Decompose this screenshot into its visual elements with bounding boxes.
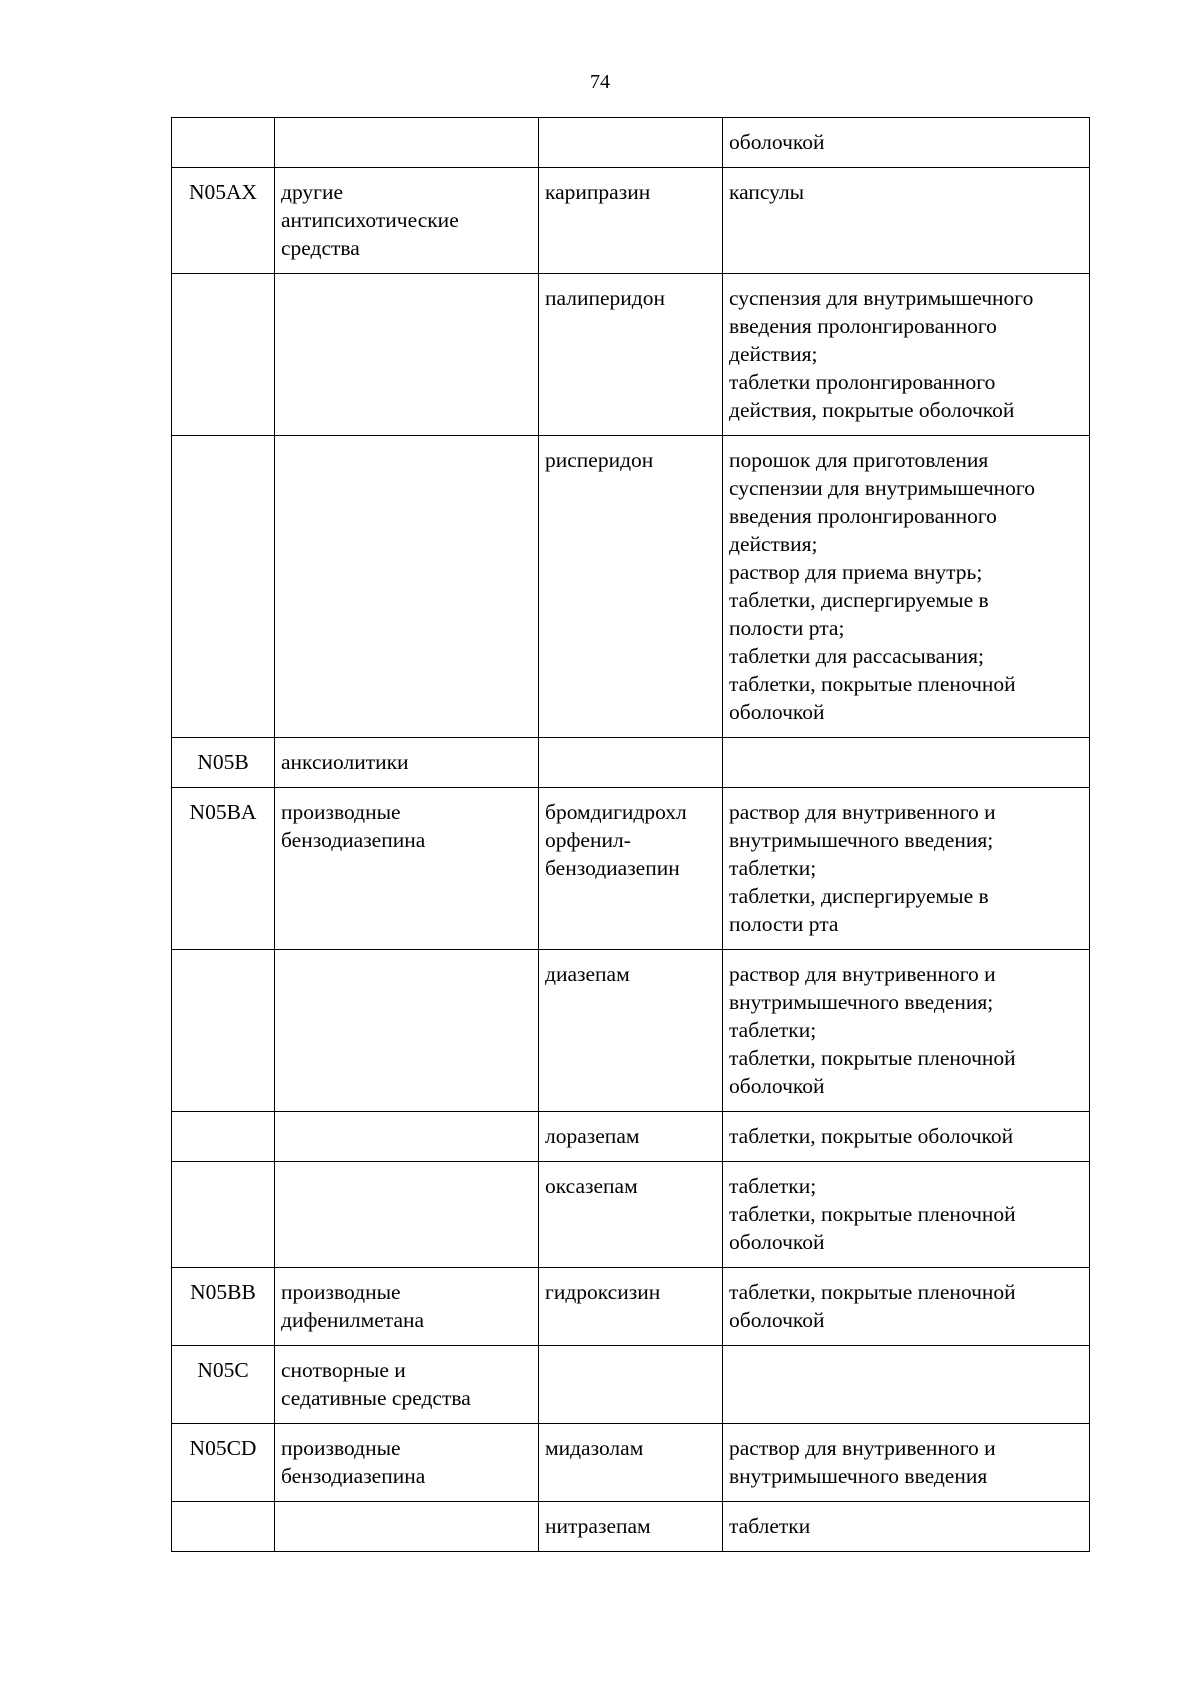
cell-text-line: полости рта; bbox=[729, 616, 845, 640]
table-row bbox=[172, 118, 1090, 168]
page-number: 74 bbox=[590, 71, 610, 93]
table-row bbox=[172, 1346, 1090, 1424]
drug-name-cell bbox=[539, 1346, 723, 1424]
cell-text-line: раствор для внутривенного и bbox=[729, 1436, 996, 1460]
cell-text-line: оболочкой bbox=[729, 1074, 825, 1098]
cell-text-line: производные bbox=[281, 1436, 401, 1460]
atc-code-cell: N05CD bbox=[172, 1424, 275, 1502]
dosage-forms-cell bbox=[723, 738, 1090, 788]
cell-text-line: таблетки, покрытые пленочной bbox=[729, 672, 1016, 696]
cell-text-line: таблетки для рассасывания; bbox=[729, 644, 984, 668]
cell-text-line: бензодиазепина bbox=[281, 1464, 426, 1488]
table-row bbox=[172, 1424, 1090, 1502]
drug-name-cell bbox=[539, 118, 723, 168]
drug-name-cell bbox=[539, 274, 723, 436]
table-row bbox=[172, 168, 1090, 274]
dosage-forms-cell bbox=[723, 1268, 1090, 1346]
cell-text-line: таблетки; bbox=[729, 856, 817, 880]
cell-text-line: действия; bbox=[729, 532, 818, 556]
cell-text-line: оболочкой bbox=[729, 1308, 825, 1332]
cell-text-line: средства bbox=[281, 236, 360, 260]
table-row bbox=[172, 1112, 1090, 1162]
dosage-forms-cell bbox=[723, 950, 1090, 1112]
atc-group-cell bbox=[275, 118, 539, 168]
cell-text-line: таблетки, диспергируемые в bbox=[729, 588, 989, 612]
table-row bbox=[172, 1268, 1090, 1346]
atc-group-cell bbox=[275, 1424, 539, 1502]
drug-table bbox=[171, 117, 1090, 1552]
drug-name-cell bbox=[539, 950, 723, 1112]
cell-text-line: таблетки; bbox=[729, 1018, 817, 1042]
dosage-forms-cell bbox=[723, 436, 1090, 738]
cell-text-line: оболочкой bbox=[729, 1230, 825, 1254]
drug-name-cell bbox=[539, 436, 723, 738]
cell-text-line: бензодиазепина bbox=[281, 828, 426, 852]
atc-group-cell bbox=[275, 788, 539, 950]
atc-group-cell bbox=[275, 1112, 539, 1162]
table-row bbox=[172, 788, 1090, 950]
atc-code-cell bbox=[172, 950, 275, 1112]
drug-name-cell bbox=[539, 1502, 723, 1552]
cell-text-line: карипразин bbox=[545, 180, 651, 204]
cell-text-line: диазепам bbox=[545, 962, 630, 986]
cell-text-line: анксиолитики bbox=[281, 750, 409, 774]
cell-text-line: седативные средства bbox=[281, 1386, 471, 1410]
cell-text-line: мидазолам bbox=[545, 1436, 644, 1460]
cell-text-line: таблетки, покрытые пленочной bbox=[729, 1280, 1016, 1304]
atc-group-cell bbox=[275, 1268, 539, 1346]
cell-text-line: действия; bbox=[729, 342, 818, 366]
drug-name-cell bbox=[539, 1112, 723, 1162]
cell-text-line: капсулы bbox=[729, 180, 805, 204]
cell-text-line: внутримышечного введения bbox=[729, 1464, 988, 1488]
cell-text-line: таблетки, покрытые оболочкой bbox=[729, 1124, 1014, 1148]
cell-text-line: бромдигидрохл bbox=[545, 800, 687, 824]
cell-text-line: таблетки, диспергируемые в bbox=[729, 884, 989, 908]
atc-group-cell bbox=[275, 168, 539, 274]
cell-text-line: суспензия для внутримышечного bbox=[729, 286, 1034, 310]
dosage-forms-cell bbox=[723, 1502, 1090, 1552]
drug-name-cell bbox=[539, 1268, 723, 1346]
cell-text-line: таблетки, покрытые пленочной bbox=[729, 1046, 1016, 1070]
atc-code-cell bbox=[172, 1162, 275, 1268]
cell-text-line: палиперидон bbox=[545, 286, 665, 310]
table-row bbox=[172, 436, 1090, 738]
cell-text-line: внутримышечного введения; bbox=[729, 990, 994, 1014]
cell-text-line: введения пролонгированного bbox=[729, 504, 997, 528]
atc-group-cell bbox=[275, 738, 539, 788]
dosage-forms-cell bbox=[723, 274, 1090, 436]
drug-name-cell bbox=[539, 738, 723, 788]
table-row bbox=[172, 1162, 1090, 1268]
atc-group-cell bbox=[275, 950, 539, 1112]
atc-code-cell bbox=[172, 1502, 275, 1552]
cell-text-line: внутримышечного введения; bbox=[729, 828, 994, 852]
table-row bbox=[172, 738, 1090, 788]
atc-group-cell bbox=[275, 1346, 539, 1424]
drug-name-cell bbox=[539, 168, 723, 274]
cell-text-line: порошок для приготовления bbox=[729, 448, 989, 472]
cell-text-line: действия, покрытые оболочкой bbox=[729, 398, 1015, 422]
cell-text-line: бензодиазепин bbox=[545, 856, 680, 880]
cell-text-line: таблетки, покрытые пленочной bbox=[729, 1202, 1016, 1226]
cell-text-line: антипсихотические bbox=[281, 208, 459, 232]
atc-group-cell bbox=[275, 1502, 539, 1552]
cell-text-line: таблетки пролонгированного bbox=[729, 370, 996, 394]
cell-text-line: введения пролонгированного bbox=[729, 314, 997, 338]
dosage-forms-cell bbox=[723, 1112, 1090, 1162]
atc-code-cell: N05BB bbox=[172, 1268, 275, 1346]
dosage-forms-cell bbox=[723, 1346, 1090, 1424]
cell-text-line: таблетки bbox=[729, 1514, 811, 1538]
drug-name-cell bbox=[539, 788, 723, 950]
cell-text-line: полости рта bbox=[729, 912, 839, 936]
table-row bbox=[172, 274, 1090, 436]
cell-text-line: другие bbox=[281, 180, 344, 204]
cell-text-line: производные bbox=[281, 1280, 401, 1304]
table-row bbox=[172, 1502, 1090, 1552]
cell-text-line: орфенил- bbox=[545, 828, 631, 852]
atc-group-cell bbox=[275, 436, 539, 738]
drug-table-body bbox=[172, 118, 1090, 1552]
cell-text-line: раствор для приема внутрь; bbox=[729, 560, 983, 584]
dosage-forms-cell bbox=[723, 1424, 1090, 1502]
cell-text-line: дифенилметана bbox=[281, 1308, 425, 1332]
cell-text-line: лоразепам bbox=[545, 1124, 640, 1148]
atc-code-cell bbox=[172, 118, 275, 168]
cell-text-line: оболочкой bbox=[729, 700, 825, 724]
table-row bbox=[172, 950, 1090, 1112]
atc-code-cell bbox=[172, 436, 275, 738]
cell-text-line: нитразепам bbox=[545, 1514, 651, 1538]
atc-group-cell bbox=[275, 1162, 539, 1268]
dosage-forms-cell bbox=[723, 1162, 1090, 1268]
atc-code-cell bbox=[172, 1112, 275, 1162]
dosage-forms-cell bbox=[723, 118, 1090, 168]
dosage-forms-cell bbox=[723, 788, 1090, 950]
cell-text-line: рисперидон bbox=[545, 448, 654, 472]
atc-code-cell bbox=[172, 274, 275, 436]
cell-text-line: раствор для внутривенного и bbox=[729, 800, 996, 824]
drug-name-cell bbox=[539, 1162, 723, 1268]
cell-text-line: раствор для внутривенного и bbox=[729, 962, 996, 986]
cell-text-line: гидроксизин bbox=[545, 1280, 661, 1304]
atc-code-cell: N05AX bbox=[172, 168, 275, 274]
dosage-forms-cell bbox=[723, 168, 1090, 274]
cell-text-line: производные bbox=[281, 800, 401, 824]
cell-text-line: оболочкой bbox=[729, 130, 825, 154]
atc-code-cell: N05BA bbox=[172, 788, 275, 950]
drug-name-cell bbox=[539, 1424, 723, 1502]
atc-code-cell: N05B bbox=[172, 738, 275, 788]
atc-code-cell: N05C bbox=[172, 1346, 275, 1424]
atc-group-cell bbox=[275, 274, 539, 436]
cell-text-line: суспензии для внутримышечного bbox=[729, 476, 1035, 500]
cell-text-line: таблетки; bbox=[729, 1174, 817, 1198]
cell-text-line: оксазепам bbox=[545, 1174, 638, 1198]
cell-text-line: снотворные и bbox=[281, 1358, 406, 1382]
